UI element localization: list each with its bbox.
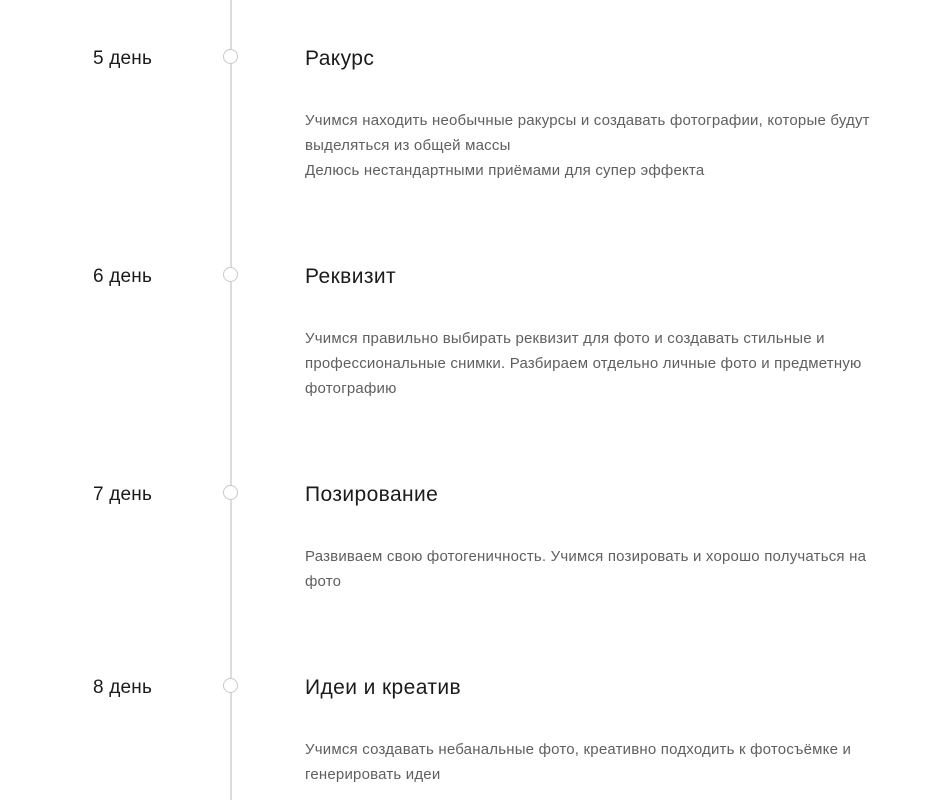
description-paragraph: Делюсь нестандартными приёмами для супер эффекта bbox=[305, 162, 705, 179]
description-paragraph: Развиваем свою фотогеничность. Учимся позировать и хорошо получаться на фото bbox=[305, 548, 867, 590]
lesson-description bbox=[305, 108, 880, 183]
timeline-marker bbox=[223, 264, 239, 401]
timeline-node-icon bbox=[223, 485, 238, 500]
timeline-item-day-6 bbox=[0, 264, 944, 401]
timeline-item-day-8 bbox=[0, 675, 944, 787]
lesson-title: Ракурс bbox=[305, 47, 375, 70]
description-paragraph: Учимся создавать небанальные фото, креативно подходить к фотосъёмке и генерировать идеи bbox=[305, 741, 852, 783]
description-paragraph: Учимся правильно выбирать реквизит для фото и создавать стильные и профессиональные снимки. Разбираем отдельно личные фото и предметную фотографию bbox=[305, 330, 862, 397]
day-label: 7 день bbox=[93, 484, 153, 505]
lesson-description bbox=[305, 544, 880, 594]
timeline-marker bbox=[223, 675, 239, 787]
timeline-node-icon bbox=[223, 678, 238, 693]
lesson-title: Реквизит bbox=[305, 265, 397, 288]
lesson-content bbox=[305, 46, 880, 183]
day-label: 5 день bbox=[93, 48, 153, 69]
lesson-title: Позирование bbox=[305, 483, 439, 506]
lesson-content bbox=[305, 675, 880, 787]
timeline-item-day-5 bbox=[0, 46, 944, 183]
timeline-node-icon bbox=[223, 49, 238, 64]
lesson-description bbox=[305, 326, 880, 401]
lesson-description bbox=[305, 737, 880, 787]
lesson-content bbox=[305, 264, 880, 401]
lesson-content bbox=[305, 482, 880, 594]
timeline-marker bbox=[223, 482, 239, 594]
timeline-marker bbox=[223, 46, 239, 183]
timeline-item-day-7 bbox=[0, 482, 944, 594]
timeline-node-icon bbox=[223, 267, 238, 282]
lesson-title: Идеи и креатив bbox=[305, 676, 462, 699]
description-paragraph: Учимся находить необычные ракурсы и создавать фотографии, которые будут выделяться из общей массы bbox=[305, 112, 870, 154]
day-label: 6 день bbox=[93, 266, 153, 287]
day-label: 8 день bbox=[93, 677, 153, 698]
